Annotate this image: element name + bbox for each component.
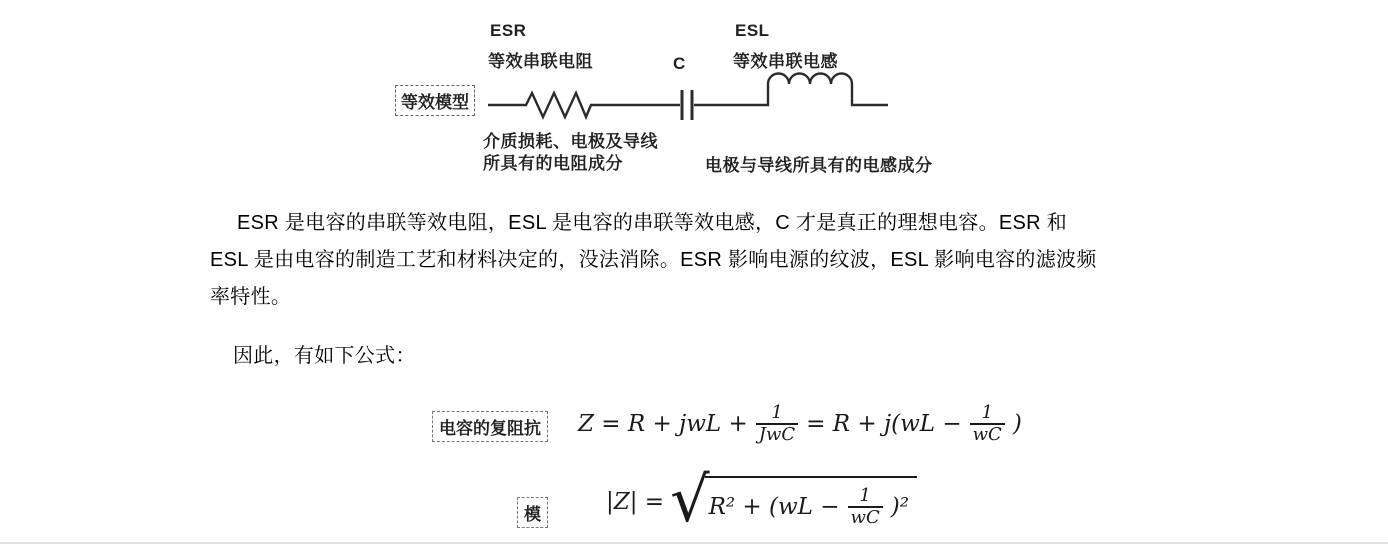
inductor-note: 电极与导线所具有的电感成分: [705, 156, 933, 175]
page-bottom-divider: [0, 542, 1388, 544]
fraction-1-over-wc: $\frac{1}{wC}$: [970, 403, 1005, 445]
inductor-symbol: [694, 74, 888, 106]
impedance-formula-pre: Z = R + jwL +: [578, 411, 748, 437]
resistor-note-line2: 所具有的电阻成分: [483, 154, 623, 173]
resistor-symbol: [488, 93, 680, 117]
esl-name-label: 等效串联电感: [733, 52, 838, 71]
fraction-1-over-jwc: $\frac{1}{\text{JwC}}$: [756, 403, 798, 445]
impedance-formula-close: ): [1012, 411, 1022, 437]
magnitude-formula-label: 模: [517, 497, 548, 528]
esr-name-label: 等效串联电阻: [488, 52, 593, 71]
body-paragraph: [210, 205, 1170, 316]
capacitor-symbol: [682, 90, 692, 120]
impedance-formula: [578, 395, 1022, 453]
radicand: R² + (wL − $\frac{1}{wC}$ )²: [705, 476, 917, 528]
paragraph-line: ESR 是电容的串联等效电阻，ESL 是电容的串联等效电感，C 才是真正的理想电容。ESR 和: [237, 212, 1068, 234]
magnitude-formula-lhs: |Z| =: [606, 489, 665, 515]
paragraph-line: 率特性。: [210, 286, 292, 308]
impedance-formula-mid: = R + j(wL −: [806, 411, 962, 437]
equivalent-model-box-label: 等效模型: [395, 85, 475, 116]
formula-intro-text: 因此，有如下公式：: [233, 345, 416, 367]
impedance-formula-label: 电容的复阻抗: [432, 411, 548, 442]
fraction-1-over-wc: $\frac{1}{wC}$: [848, 486, 883, 528]
resistor-note: [483, 131, 658, 175]
esl-abbr-label: ESL: [735, 21, 770, 40]
sqrt-icon: √: [670, 463, 710, 536]
esr-abbr-label: ESR: [490, 21, 527, 40]
resistor-note-line1: 介质损耗、电极及导线: [483, 132, 658, 151]
rlc-series-circuit-drawing: [480, 60, 900, 130]
square-root-expression: [670, 463, 917, 536]
magnitude-formula: [606, 463, 917, 536]
capacitor-label: C: [673, 54, 686, 73]
paragraph-line: ESL 是由电容的制造工艺和材料决定的，没法消除。ESR 影响电源的纹波，ESL 影响电容的滤波频: [210, 249, 1097, 271]
